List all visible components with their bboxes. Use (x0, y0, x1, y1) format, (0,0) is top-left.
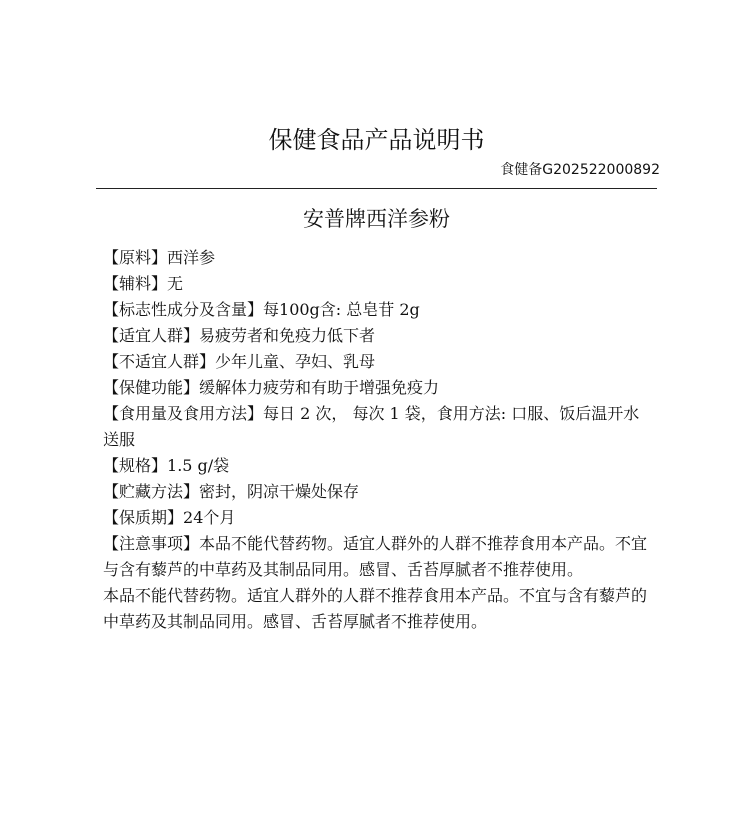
field-storage (103, 479, 651, 505)
field-dosage-method (103, 401, 651, 453)
field-value: 24个月 (183, 508, 236, 527)
field-shelf-life (103, 505, 651, 531)
field-label: 【保健功能】 (103, 378, 200, 397)
field-label: 【注意事项】 (103, 534, 200, 553)
field-label: 【原料】 (103, 248, 168, 267)
field-unsuitable-population (103, 349, 651, 375)
field-label: 【标志性成分及含量】 (103, 300, 264, 319)
field-value: 密封，阴凉干燥处保存 (199, 482, 360, 501)
field-specification (103, 453, 651, 479)
field-value: 每日 2 次， 每次 1 袋，食用方法: 口服、饭后温开水送服 (103, 404, 640, 449)
field-ingredients (103, 245, 651, 271)
field-value: 易疲劳者和免疫力低下者 (199, 326, 376, 345)
field-value: 缓解体力疲劳和有助于增强免疫力 (199, 378, 440, 397)
field-precautions (103, 531, 651, 583)
field-value: 西洋参 (167, 248, 216, 267)
field-health-function (103, 375, 651, 401)
title-divider (96, 188, 657, 189)
field-value: 少年儿童、孕妇、乳母 (215, 352, 376, 371)
field-label: 【辅料】 (103, 274, 168, 293)
field-value: 无 (167, 274, 184, 293)
field-value: 每100g含: 总皂苷 2g (263, 300, 420, 319)
field-label: 【贮藏方法】 (103, 482, 200, 501)
field-suitable-population (103, 323, 651, 349)
field-label: 【规格】 (103, 456, 168, 475)
page-title: 保健食品产品说明书 (268, 126, 485, 154)
field-label: 【食用量及食用方法】 (103, 404, 264, 423)
field-value: 本品不能代替药物。适宜人群外的人群不推荐食用本产品。不宜与含有藜芦的中草药及其制品同用。感冒、舌苔厚腻者不推荐使用。 (103, 534, 648, 579)
product-details (103, 245, 651, 635)
field-label: 【适宜人群】 (103, 326, 200, 345)
extra-note: 本品不能代替药物。适宜人群外的人群不推荐食用本产品。不宜与含有藜芦的中草药及其制品同用。感冒、舌苔厚腻者不推荐使用。 (103, 586, 648, 631)
field-marker-content (103, 297, 651, 323)
product-name: 安普牌西洋参粉 (303, 207, 450, 231)
field-excipients (103, 271, 651, 297)
filing-number: 食健备G202522000892 (500, 162, 660, 178)
field-label: 【保质期】 (103, 508, 184, 527)
field-value: 1.5 g/袋 (167, 456, 230, 475)
field-label: 【不适宜人群】 (103, 352, 216, 371)
